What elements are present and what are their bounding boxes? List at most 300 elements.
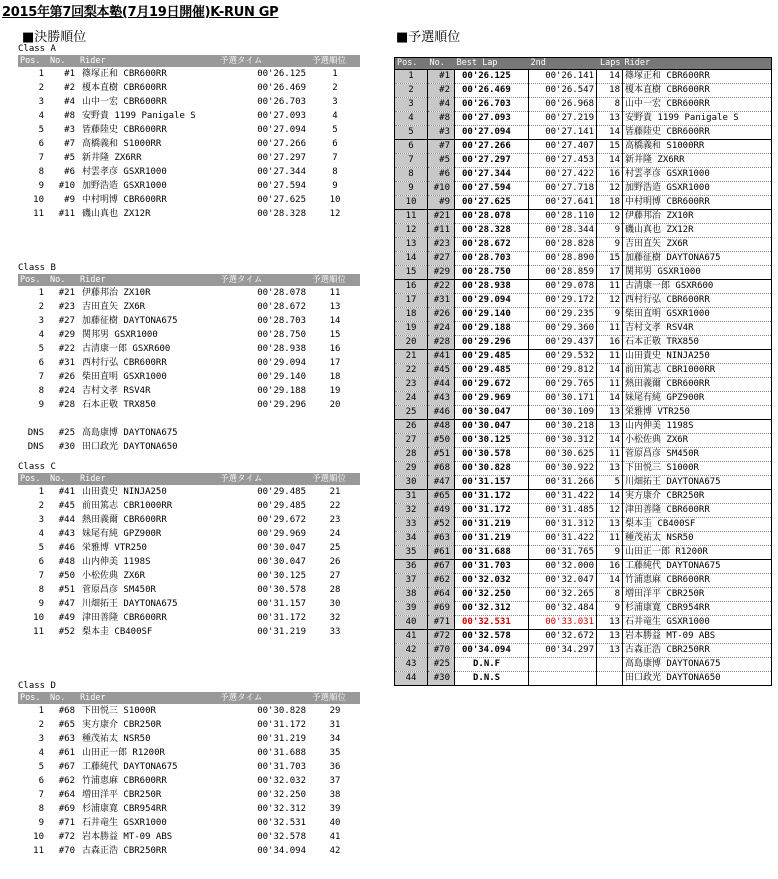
- position-cell: 3: [38, 97, 44, 107]
- rider-cell: 西村行弘 CBR600RR: [82, 358, 167, 368]
- qualifying-rank-cell: 31: [329, 720, 341, 730]
- laps-cell: 9: [597, 238, 623, 252]
- best-lap-cell: 00'29.672: [455, 378, 529, 392]
- qualifying-rank-cell: 27: [329, 571, 341, 581]
- rider-cell: 新井隆 ZX6RR: [623, 154, 772, 168]
- second-lap-cell: 00'30.922: [529, 462, 597, 476]
- table-row: [395, 630, 772, 644]
- laps-cell: 14: [597, 126, 623, 140]
- rider-cell: 加野浩造 GSXR1000: [82, 181, 167, 191]
- number-cell: #4: [428, 98, 455, 112]
- laps-cell: 14: [597, 434, 623, 448]
- best-lap-cell: 00'30.047: [455, 406, 529, 420]
- qualifying-rank-cell: 15: [329, 330, 341, 340]
- position-cell: 35: [395, 546, 428, 560]
- rider-cell: 高橋義和 S1000RR: [623, 140, 772, 154]
- best-lap-cell: 00'27.266: [455, 140, 529, 154]
- rider-cell: 川畑拓王 DAYTONA675: [82, 599, 178, 609]
- header-pos: Pos.: [18, 55, 48, 67]
- position-cell: 42: [395, 644, 428, 658]
- best-lap-cell: 00'31.172: [455, 504, 529, 518]
- position-cell: 2: [38, 302, 44, 312]
- laps-cell: 12: [597, 210, 623, 224]
- rider-cell: 皆藤陸史 CBR600RR: [82, 125, 167, 135]
- qualifying-rank-cell: 19: [329, 386, 341, 396]
- table-row: [395, 378, 772, 392]
- qualifying-time-cell: 00'26.125: [257, 69, 306, 79]
- qualifying-time-cell: 00'29.672: [257, 515, 306, 525]
- position-cell: 8: [38, 804, 44, 814]
- table-row: [18, 179, 360, 193]
- qualifying-rank-cell: 39: [329, 804, 341, 814]
- status-cell: D.N.S: [455, 672, 529, 686]
- table-row: [18, 485, 360, 499]
- laps-cell: 11: [597, 350, 623, 364]
- position-cell: 29: [395, 462, 428, 476]
- table-row: [395, 658, 772, 672]
- number-cell: #47: [428, 476, 455, 490]
- position-cell: 4: [38, 748, 44, 758]
- rider-cell: 篠塚正和 CBR600RR: [623, 70, 772, 84]
- position-cell: 2: [38, 720, 44, 730]
- number-cell: #3: [428, 126, 455, 140]
- best-lap-cell: 00'30.828: [455, 462, 529, 476]
- number-cell: #8: [428, 112, 455, 126]
- second-lap-cell: 00'34.297: [529, 644, 597, 658]
- second-lap-cell: 00'33.031: [529, 616, 597, 630]
- table-row: [395, 182, 772, 196]
- number-cell: #21: [428, 210, 455, 224]
- position-cell: 8: [38, 167, 44, 177]
- laps-cell: 15: [597, 252, 623, 266]
- qualifying-rank-cell: 36: [329, 762, 341, 772]
- qualifying-time-cell: 00'31.703: [257, 762, 306, 772]
- table-row: [18, 788, 360, 802]
- position-cell: 3: [38, 734, 44, 744]
- position-cell: 9: [38, 818, 44, 828]
- rider-cell: 山田正一郎 R1200R: [623, 546, 772, 560]
- best-lap-cell: 00'27.297: [455, 154, 529, 168]
- number-cell: #63: [58, 734, 75, 744]
- rider-cell: [78, 412, 218, 426]
- position-cell: 10: [395, 196, 428, 210]
- header-qual: 予選順位: [310, 274, 360, 286]
- number-cell: #7: [428, 140, 455, 154]
- position-cell: 5: [38, 344, 44, 354]
- number-cell: #26: [428, 308, 455, 322]
- position-cell: 1: [38, 288, 44, 298]
- qualifying-time-cell: 00'28.328: [257, 209, 306, 219]
- second-lap-cell: 00'27.141: [529, 126, 597, 140]
- best-lap-cell: 00'32.578: [455, 630, 529, 644]
- number-cell: #65: [428, 490, 455, 504]
- laps-cell: 18: [597, 196, 623, 210]
- position-cell: 6: [38, 557, 44, 567]
- number-cell: #1: [428, 70, 455, 84]
- table-row: [395, 280, 772, 294]
- rider-cell: 田口政光 DAYTONA650: [623, 672, 772, 686]
- best-lap-cell: 00'31.219: [455, 532, 529, 546]
- table-row: [18, 774, 360, 788]
- qualifying-time-cell: 00'27.093: [257, 111, 306, 121]
- number-cell: #27: [58, 316, 75, 326]
- rider-cell: 増田洋平 CBR250R: [623, 588, 772, 602]
- qualifying-time-cell: 00'32.531: [257, 818, 306, 828]
- position-cell: 34: [395, 532, 428, 546]
- number-cell: #27: [428, 252, 455, 266]
- rider-cell: 古清康一郎 GSXR600: [82, 344, 171, 354]
- qualifying-table: [394, 57, 772, 686]
- qualifying-time-cell: 00'29.188: [257, 386, 306, 396]
- rider-cell: 工藤純代 DAYTONA675: [82, 762, 178, 772]
- table-row: [395, 294, 772, 308]
- table-row: [18, 370, 360, 384]
- second-lap-cell: 00'29.765: [529, 378, 597, 392]
- rider-cell: 梨本圭 CB400SF: [82, 627, 153, 637]
- position-cell: 3: [395, 98, 428, 112]
- position-cell: 3: [38, 515, 44, 525]
- number-cell: #72: [428, 630, 455, 644]
- table-row: [18, 597, 360, 611]
- laps-cell: 18: [597, 84, 623, 98]
- qualifying-time-cell: 00'27.625: [257, 195, 306, 205]
- header-qual: 予選順位: [310, 55, 360, 67]
- position-cell: 10: [33, 195, 44, 205]
- number-cell: #63: [428, 532, 455, 546]
- best-lap-cell: 00'32.531: [455, 616, 529, 630]
- laps-cell: 15: [597, 140, 623, 154]
- position-cell: 40: [395, 616, 428, 630]
- qualifying-time-cell: 00'32.032: [257, 776, 306, 786]
- second-lap-cell: 00'26.968: [529, 98, 597, 112]
- position-cell: 23: [395, 378, 428, 392]
- qualifying-rank-cell: 33: [329, 627, 341, 637]
- table-row: [395, 448, 772, 462]
- rider-cell: 篠塚正和 CBR600RR: [82, 69, 167, 79]
- position-cell: 15: [395, 266, 428, 280]
- rider-cell: 梨本圭 CB400SF: [623, 518, 772, 532]
- rider-cell: 下田悦三 S1000R: [82, 706, 156, 716]
- second-lap-cell: 00'29.812: [529, 364, 597, 378]
- best-lap-cell: 00'30.125: [455, 434, 529, 448]
- second-lap-cell: 00'31.765: [529, 546, 597, 560]
- second-lap-cell: 00'29.532: [529, 350, 597, 364]
- position-cell: 16: [395, 280, 428, 294]
- position-cell: 25: [395, 406, 428, 420]
- second-lap-cell: 00'31.266: [529, 476, 597, 490]
- qualifying-time-cell: 00'29.485: [257, 487, 306, 497]
- rider-cell: 村雲孝彦 GSXR1000: [623, 168, 772, 182]
- rider-cell: 安野貴 1199 Panigale S: [82, 111, 196, 121]
- table-row: [18, 207, 360, 221]
- number-cell: #44: [58, 515, 75, 525]
- laps-cell: 13: [597, 462, 623, 476]
- position-cell: 1: [38, 69, 44, 79]
- table-row: [395, 560, 772, 574]
- rider-cell: 山中一宏 CBR600RR: [82, 97, 167, 107]
- table-row: [18, 412, 360, 426]
- rider-cell: 山田正一郎 R1200R: [82, 748, 165, 758]
- rider-cell: 吉田直矢 ZX6R: [82, 302, 146, 312]
- table-row: [395, 126, 772, 140]
- number-cell: #23: [428, 238, 455, 252]
- best-lap-cell: 00'28.672: [455, 238, 529, 252]
- number-cell: #45: [58, 501, 75, 511]
- table-row: [18, 555, 360, 569]
- qualifying-rank-cell: 3: [332, 97, 338, 107]
- position-cell: DNS: [27, 428, 44, 438]
- position-cell: 27: [395, 434, 428, 448]
- rider-cell: 山内伸美 1198S: [623, 420, 772, 434]
- number-cell: #61: [58, 748, 75, 758]
- qualifying-rank-cell: 23: [329, 515, 341, 525]
- second-lap-cell: 00'28.890: [529, 252, 597, 266]
- table-row: [395, 322, 772, 336]
- table-row: [395, 168, 772, 182]
- header-no: No.: [48, 55, 78, 67]
- number-cell: #46: [428, 406, 455, 420]
- laps-cell: 16: [597, 168, 623, 182]
- rider-cell: 前田篤志 CBR1000RR: [82, 501, 173, 511]
- rider-cell: 妹尾有純 GPZ900R: [623, 392, 772, 406]
- qualifying-rank-cell: 35: [329, 748, 341, 758]
- header-rider: Rider: [78, 55, 218, 67]
- laps-cell: 13: [597, 616, 623, 630]
- rider-cell: 竹浦恵麻 CBR600RR: [82, 776, 167, 786]
- second-lap-cell: 00'31.485: [529, 504, 597, 518]
- final-results-table: [18, 274, 360, 454]
- qualifying-rank-cell: 4: [332, 111, 338, 121]
- table-row: [395, 434, 772, 448]
- laps-cell: 8: [597, 588, 623, 602]
- qualifying-rank-cell: [310, 412, 360, 426]
- number-cell: #29: [58, 330, 75, 340]
- qualifying-rank-cell: 32: [329, 613, 341, 623]
- qualifying-rank-cell: 12: [329, 209, 341, 219]
- number-cell: #52: [428, 518, 455, 532]
- rider-cell: 皆藤陸史 CBR600RR: [623, 126, 772, 140]
- table-row: [18, 300, 360, 314]
- qualifying-time-cell: 00'31.157: [257, 599, 306, 609]
- rider-cell: 新井隆 ZX6RR: [82, 153, 142, 163]
- number-cell: #45: [428, 364, 455, 378]
- qualifying-rank-cell: 8: [332, 167, 338, 177]
- qualifying-time-cell: 00'28.703: [257, 316, 306, 326]
- rider-cell: 実方康介 CBR250R: [82, 720, 162, 730]
- qualifying-rank-cell: 28: [329, 585, 341, 595]
- header-pos: Pos.: [18, 692, 48, 704]
- qualifying-time-cell: 00'30.828: [257, 706, 306, 716]
- table-row: [18, 583, 360, 597]
- position-cell: 26: [395, 420, 428, 434]
- header-rider: Rider: [78, 473, 218, 485]
- header-no: No.: [48, 473, 78, 485]
- rider-cell: 石井竜生 GSXR1000: [623, 616, 772, 630]
- table-row: [395, 574, 772, 588]
- number-cell: #41: [58, 487, 75, 497]
- rider-cell: 増田洋平 CBR250R: [82, 790, 162, 800]
- table-row: [18, 746, 360, 760]
- number-cell: #71: [58, 818, 75, 828]
- number-cell: #70: [58, 846, 75, 856]
- qualifying-rank-cell: 18: [329, 372, 341, 382]
- qualifying-time-cell: 00'27.266: [257, 139, 306, 149]
- position-cell: 10: [33, 832, 44, 842]
- final-results: [18, 43, 360, 858]
- table-row: [395, 406, 772, 420]
- position-cell: 11: [33, 846, 44, 856]
- rider-cell: 種茂祐太 NSR50: [82, 734, 151, 744]
- table-row: [395, 504, 772, 518]
- header-best-lap: Best Lap: [455, 58, 529, 70]
- rider-cell: 磯山真也 ZX12R: [623, 224, 772, 238]
- laps-cell: 12: [597, 504, 623, 518]
- position-cell: 2: [38, 83, 44, 93]
- rider-cell: 吉村文孝 RSV4R: [82, 386, 151, 396]
- position-cell: 9: [38, 181, 44, 191]
- laps-cell: 9: [597, 224, 623, 238]
- second-lap-cell: 00'29.235: [529, 308, 597, 322]
- table-row: [395, 70, 772, 84]
- rider-cell: 伊藤邦治 ZX10R: [82, 288, 151, 298]
- position-cell: 7: [38, 571, 44, 581]
- position-cell: 4: [38, 330, 44, 340]
- best-lap-cell: 00'29.140: [455, 308, 529, 322]
- position-cell: 10: [33, 613, 44, 623]
- number-cell: #1: [64, 69, 75, 79]
- number-cell: #3: [64, 125, 75, 135]
- number-cell: #68: [58, 706, 75, 716]
- best-lap-cell: 00'31.172: [455, 490, 529, 504]
- laps-cell: 13: [597, 406, 623, 420]
- table-row: [18, 165, 360, 179]
- second-lap-cell: 00'27.407: [529, 140, 597, 154]
- number-cell: #4: [64, 97, 75, 107]
- rider-cell: 村雲孝彦 GSXR1000: [82, 167, 167, 177]
- qualifying-time-cell: 00'32.250: [257, 790, 306, 800]
- qualifying-time-cell: 00'32.312: [257, 804, 306, 814]
- rider-cell: 小松佐典 ZX6R: [623, 434, 772, 448]
- table-row: [18, 95, 360, 109]
- qualifying-time-cell: 00'28.938: [257, 344, 306, 354]
- second-lap-cell: [529, 658, 597, 672]
- position-cell: 9: [38, 400, 44, 410]
- second-lap-cell: 00'30.312: [529, 434, 597, 448]
- table-row: [18, 569, 360, 583]
- second-lap-cell: 00'32.672: [529, 630, 597, 644]
- rider-cell: 前田篤志 CBR1000RR: [623, 364, 772, 378]
- rider-cell: 妹尾有純 GPZ900R: [82, 529, 162, 539]
- laps-cell: 9: [597, 546, 623, 560]
- qualifying-time-cell: 00'27.297: [257, 153, 306, 163]
- best-lap-cell: 00'34.094: [455, 644, 529, 658]
- final-results-table: [18, 55, 360, 221]
- laps-cell: 16: [597, 336, 623, 350]
- table-row: [395, 364, 772, 378]
- table-row: [395, 602, 772, 616]
- second-lap-cell: 00'27.219: [529, 112, 597, 126]
- number-cell: #10: [58, 181, 75, 191]
- rider-cell: 山田貴史 NINJA250: [82, 487, 167, 497]
- qualifying-time-cell: 00'30.047: [257, 557, 306, 567]
- rider-cell: 岩本勝益 MT-09 ABS: [82, 832, 173, 842]
- header-pos: Pos.: [18, 473, 48, 485]
- position-cell: 2: [38, 501, 44, 511]
- rider-cell: 磯山真也 ZX12R: [82, 209, 151, 219]
- qualifying-rank-cell: [310, 440, 360, 454]
- table-row: [18, 193, 360, 207]
- table-row: [395, 112, 772, 126]
- number-cell: #5: [428, 154, 455, 168]
- number-cell: #41: [428, 350, 455, 364]
- rider-cell: 吉村文孝 RSV4R: [623, 322, 772, 336]
- table-row: [18, 342, 360, 356]
- number-cell: #68: [428, 462, 455, 476]
- best-lap-cell: 00'29.188: [455, 322, 529, 336]
- header-rider: Rider: [623, 58, 772, 70]
- header-time: 予選タイム: [218, 55, 310, 67]
- position-cell: 39: [395, 602, 428, 616]
- qualifying-rank-cell: 10: [329, 195, 341, 205]
- number-cell: #25: [58, 428, 75, 438]
- qualifying-time-cell: 00'27.344: [257, 167, 306, 177]
- qualifying-time-cell: 00'31.688: [257, 748, 306, 758]
- best-lap-cell: 00'31.688: [455, 546, 529, 560]
- table-row: [395, 350, 772, 364]
- rider-cell: 岩本勝益 MT-09 ABS: [623, 630, 772, 644]
- laps-cell: 17: [597, 266, 623, 280]
- laps-cell: 14: [597, 70, 623, 84]
- number-cell: #44: [428, 378, 455, 392]
- rider-cell: 山田貴史 NINJA250: [623, 350, 772, 364]
- number-cell: #7: [64, 139, 75, 149]
- table-row: [395, 84, 772, 98]
- qualifying-time-cell: 00'29.485: [257, 501, 306, 511]
- final-results-heading: ■決勝順位: [22, 30, 87, 45]
- rider-cell: 栄雅博 VTR250: [623, 406, 772, 420]
- position-cell: 9: [395, 182, 428, 196]
- number-cell: #5: [64, 153, 75, 163]
- table-row: [18, 398, 360, 412]
- number-cell: #51: [428, 448, 455, 462]
- position-cell: 4: [38, 111, 44, 121]
- class-label: Class A: [18, 44, 56, 54]
- qualifying-rank-cell: 9: [332, 181, 338, 191]
- header-laps: Laps: [597, 58, 623, 70]
- qualifying-rank-cell: 26: [329, 557, 341, 567]
- best-lap-cell: 00'30.047: [455, 420, 529, 434]
- best-lap-cell: 00'28.938: [455, 280, 529, 294]
- number-cell: #62: [58, 776, 75, 786]
- rider-cell: 柴田直明 GSXR1000: [623, 308, 772, 322]
- table-row: [395, 588, 772, 602]
- position-cell: 1: [395, 70, 428, 84]
- number-cell: #64: [58, 790, 75, 800]
- laps-cell: 13: [597, 420, 623, 434]
- laps-cell: 8: [597, 98, 623, 112]
- rider-cell: 中村明博 CBR600RR: [623, 196, 772, 210]
- class-label: Class D: [18, 681, 56, 691]
- number-cell: #22: [428, 280, 455, 294]
- position-cell: 6: [38, 358, 44, 368]
- second-lap-cell: 00'30.625: [529, 448, 597, 462]
- rider-cell: 杉浦康寛 CBR954RR: [623, 602, 772, 616]
- rider-cell: 菅原昌彦 SM450R: [623, 448, 772, 462]
- header-time: 予選タイム: [218, 692, 310, 704]
- rider-cell: 山中一宏 CBR600RR: [623, 98, 772, 112]
- qualifying-time-cell: 00'27.594: [257, 181, 306, 191]
- table-row: [395, 672, 772, 686]
